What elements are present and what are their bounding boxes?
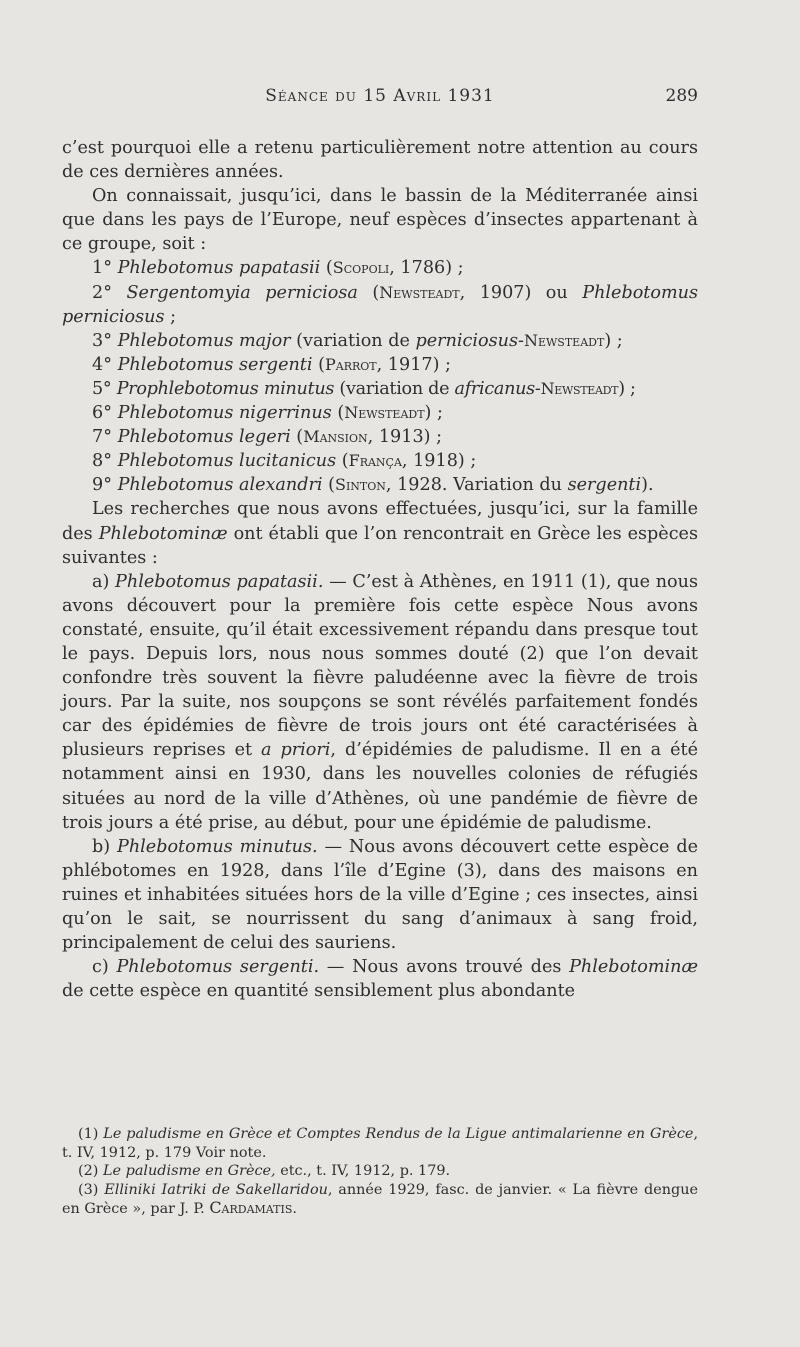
body-text	[62, 136, 698, 1003]
species-item-6: 6° Phlebotomus nigerrinus (Newsteadt) ;	[92, 403, 443, 424]
species-item-9: 9° Phlebotomus alexandri (Sinton, 1928. Variation du sergenti).	[92, 475, 654, 496]
footnote-2: (2) Le paludisme en Grèce, etc., t. IV, 1912, p. 179.	[78, 1163, 451, 1180]
species-item-4: 4° Phlebotomus sergenti (Parrot, 1917) ;	[92, 354, 451, 375]
species-item-5: 5° Prophlebotomus minutus (variation de africanus-Newsteadt) ;	[92, 378, 636, 399]
running-title: Séance du 15 Avril 1931	[265, 86, 495, 106]
footnote-3: (3) Elliniki Iatriki de Sakellaridou, année 1929, fasc. de janvier. « La fièvre dengue en Grèce », par J. P. Cardamatis.	[62, 1181, 698, 1218]
entry-b: b) Phlebotomus minutus. — Nous avons découvert cette espèce de phlébotomes en 1928, dans l’île d’Egine (3), dans des maisons en ruines et inhabitées situées hors de la ville d’Egine ; ces insectes, ainsi qu’on le sait, se nourrissent du sang d’animaux à sang froid, principalement de celui des sauriens.	[62, 836, 698, 954]
species-item-3: 3° Phlebotomus major (variation de perniciosus-Newsteadt) ;	[92, 330, 623, 351]
page-number: 289	[665, 86, 698, 106]
entry-c: c) Phlebotomus sergenti. — Nous avons trouvé des Phlebotominæ de cette espèce en quantité sensiblement plus abondante	[62, 957, 698, 1002]
paragraph: c’est pourquoi elle a retenu particulièrement notre attention au cours de ces dernières années.	[62, 138, 698, 183]
species-item-2: 2° Sergentomyia perniciosa (Newsteadt, 1907) ou Phlebotomus perniciosus ;	[62, 282, 699, 327]
running-head	[62, 86, 698, 116]
entry-a: a) Phlebotomus papatasii. — C’est à Athènes, en 1911 (1), que nous avons découvert pour la première fois cette espèce Nous avons constaté, ensuite, qu’il était excessivement répandu dans presque tout le pays. Depuis lors, nous nous sommes douté (2) que l’on devait confondre très souvent la fièvre paludéenne avec la fièvre de trois jours. Par la suite, nos soupçons se sont révélés parfaitement fondés car des épidémies de fièvre de trois jours ont été caractérisées à plusieurs reprises et a priori, d’épidémies de paludisme. Il en a été notamment ainsi en 1930, dans les nouvelles colonies de réfugiés situées au nord de la ville d’Athènes, où une pandémie de fièvre de trois jours a été prise, au début, pour une épidémie de paludisme.	[62, 571, 698, 833]
species-item-7: 7° Phlebotomus legeri (Mansion, 1913) ;	[92, 427, 443, 448]
species-item-8: 8° Phlebotomus lucitanicus (França, 1918) ;	[92, 451, 477, 472]
footnote-1: (1) Le paludisme en Grèce et Comptes Rendus de la Ligue antimalarienne en Grèce, t. IV, 1912, p. 179 Voir note.	[62, 1126, 699, 1161]
species-item-1: 1° Phlebotomus papatasii (Scopoli, 1786) ;	[92, 258, 464, 279]
paragraph: Les recherches que nous avons effectuées, jusqu’ici, sur la famille des Phlebotominæ ont établi que l’on rencontrait en Grèce les espèces suivantes :	[62, 499, 699, 568]
paragraph: On connaissait, jusqu’ici, dans le bassin de la Méditerranée ainsi que dans les pays de l’Europe, neuf espèces d’insectes appartenant à ce groupe, soit :	[62, 186, 698, 255]
footnotes	[62, 1125, 698, 1219]
